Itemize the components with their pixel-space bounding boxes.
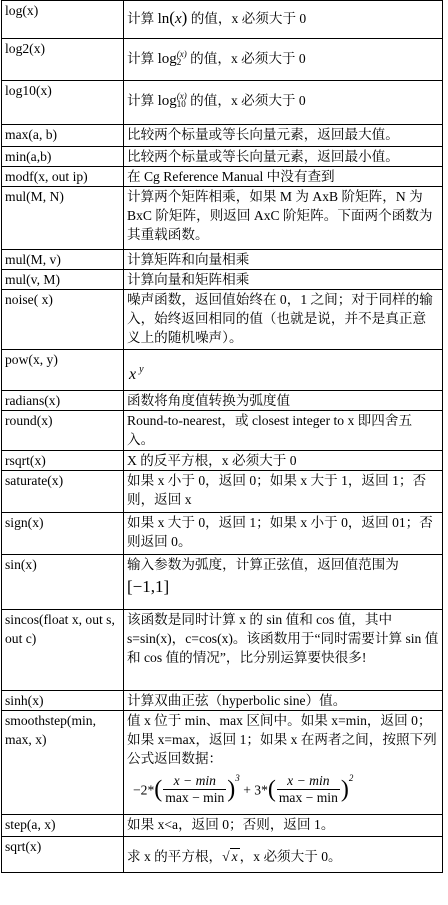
function-description xyxy=(124,837,443,873)
table-row xyxy=(2,1,443,39)
function-name: rsqrt(x) xyxy=(2,451,124,471)
function-description: 噪声函数，返回值始终在 0，1 之间；对于同样的输入，始终返回相同的值（也就是说，并不是真正意义上的随机噪声）。 xyxy=(124,290,443,350)
desc-text: 计算 xyxy=(127,51,155,66)
function-description xyxy=(124,1,443,39)
function-description: 如果 x<a，返回 0；否则，返回 1。 xyxy=(124,815,443,837)
table-row xyxy=(2,513,443,555)
range-formula: [−1,1] xyxy=(127,577,170,596)
table-row xyxy=(2,610,443,691)
function-description: 计算双曲正弦（hyperbolic sine）值。 xyxy=(124,691,443,711)
table-row xyxy=(2,81,443,125)
function-description: 计算两个矩阵相乘，如果 M 为 AxB 阶矩阵，N 为 BxC 阶矩阵，则返回 AxC 阶矩阵。下面两个函数为其重载函数。 xyxy=(124,187,443,250)
table-row xyxy=(2,167,443,187)
function-name: modf(x, out ip) xyxy=(2,167,124,187)
table-row xyxy=(2,147,443,167)
table-row xyxy=(2,711,443,815)
function-name: step(a, x) xyxy=(2,815,124,837)
pow-formula: x $^y$ xyxy=(129,364,144,383)
table-row xyxy=(2,555,443,610)
table-row xyxy=(2,837,443,873)
function-name: sinh(x) xyxy=(2,691,124,711)
function-description: 如果 x 小于 0，返回 0；如果 x 大于 1，返回 1；否则，返回 x xyxy=(124,471,443,513)
function-name: smoothstep(min, max, x) xyxy=(2,711,124,815)
function-name: pow(x, y) xyxy=(2,350,124,391)
table-row xyxy=(2,471,443,513)
function-description: X 的反平方根，x 必须大于 0 xyxy=(124,451,443,471)
function-name: max(a, b) xyxy=(2,125,124,147)
smoothstep-formula: −2*( $\frac{x - \min}{\max - \min}$ )$^3$ + 3*( $\frac{x - \min}{\max - \min}$ )$^2$ xyxy=(133,773,354,806)
desc-text: 的值，x 必须大于 0 xyxy=(190,93,306,108)
function-name: round(x) xyxy=(2,411,124,451)
table-row xyxy=(2,451,443,471)
table-row xyxy=(2,691,443,711)
log2-formula: log (x) 2 xyxy=(157,49,187,67)
function-description: 计算矩阵和向量相乘 xyxy=(124,250,443,270)
function-table xyxy=(1,0,443,873)
function-name: mul(M, N) xyxy=(2,187,124,250)
function-name: min(a,b) xyxy=(2,147,124,167)
function-name: sign(x) xyxy=(2,513,124,555)
function-description xyxy=(124,555,443,610)
function-description: 比较两个标量或等长向量元素，返回最小值。 xyxy=(124,147,443,167)
function-description: 如果 x 大于 0，返回 1；如果 x 小于 0，返回 01；否则返回 0。 xyxy=(124,513,443,555)
table-row xyxy=(2,350,443,391)
table-row xyxy=(2,815,443,837)
function-name: mul(M, v) xyxy=(2,250,124,270)
function-description: Round-to-nearest，或 closest integer to x 即四舍五入。 xyxy=(124,411,443,451)
ln-formula: ln(x) xyxy=(157,8,188,27)
log10-formula: log (x) 10 xyxy=(157,91,187,109)
table-row xyxy=(2,39,443,81)
desc-text: 计算 xyxy=(127,11,155,26)
function-description: 在 Cg Reference Manual 中没有查到 xyxy=(124,167,443,187)
function-name: noise( x) xyxy=(2,290,124,350)
function-description xyxy=(124,711,443,815)
function-description: 计算向量和矩阵相乘 xyxy=(124,270,443,290)
function-name: radians(x) xyxy=(2,391,124,411)
table-row xyxy=(2,270,443,290)
function-description xyxy=(124,81,443,125)
desc-text: 输入参数为弧度，计算正弦值，返回值范围为 xyxy=(127,557,399,572)
table-row xyxy=(2,125,443,147)
desc-text: 的值，x 必须大于 0 xyxy=(190,51,306,66)
function-description: 比较两个标量或等长向量元素，返回最大值。 xyxy=(124,125,443,147)
desc-text: 计算 xyxy=(127,93,155,108)
function-name: mul(v, M) xyxy=(2,270,124,290)
table-row xyxy=(2,391,443,411)
table-row xyxy=(2,411,443,451)
function-name: log(x) xyxy=(2,1,124,39)
desc-text: ，x 必须大于 0。 xyxy=(239,849,342,864)
function-description: 函数将角度值转换为弧度值 xyxy=(124,391,443,411)
function-name: sincos(float x, out s, out c) xyxy=(2,610,124,691)
sqrt-formula: √ x xyxy=(222,849,238,864)
function-description: 该函数是同时计算 x 的 sin 值和 cos 值，其中 s=sin(x)，c=cos(x)。该函数用于“同时需要计算 sin 值和 cos 值的情况”，比分别运算要快很多! xyxy=(124,610,443,691)
function-name: log10(x) xyxy=(2,81,124,125)
table-row xyxy=(2,187,443,250)
function-name: sin(x) xyxy=(2,555,124,610)
desc-text: 的值，x 必须大于 0 xyxy=(190,11,307,26)
desc-text: 值 x 位于 min、max 区间中。如果 x=min，返回 0；如果 x=max，返回 1；如果 x 在两者之间，按照下列公式返回数据： xyxy=(127,713,437,766)
table-row xyxy=(2,290,443,350)
desc-text: 求 x 的平方根， xyxy=(127,849,223,864)
function-name: log2(x) xyxy=(2,39,124,81)
function-name: sqrt(x) xyxy=(2,837,124,873)
table-row xyxy=(2,250,443,270)
function-description xyxy=(124,350,443,391)
function-name: saturate(x) xyxy=(2,471,124,513)
function-description xyxy=(124,39,443,81)
